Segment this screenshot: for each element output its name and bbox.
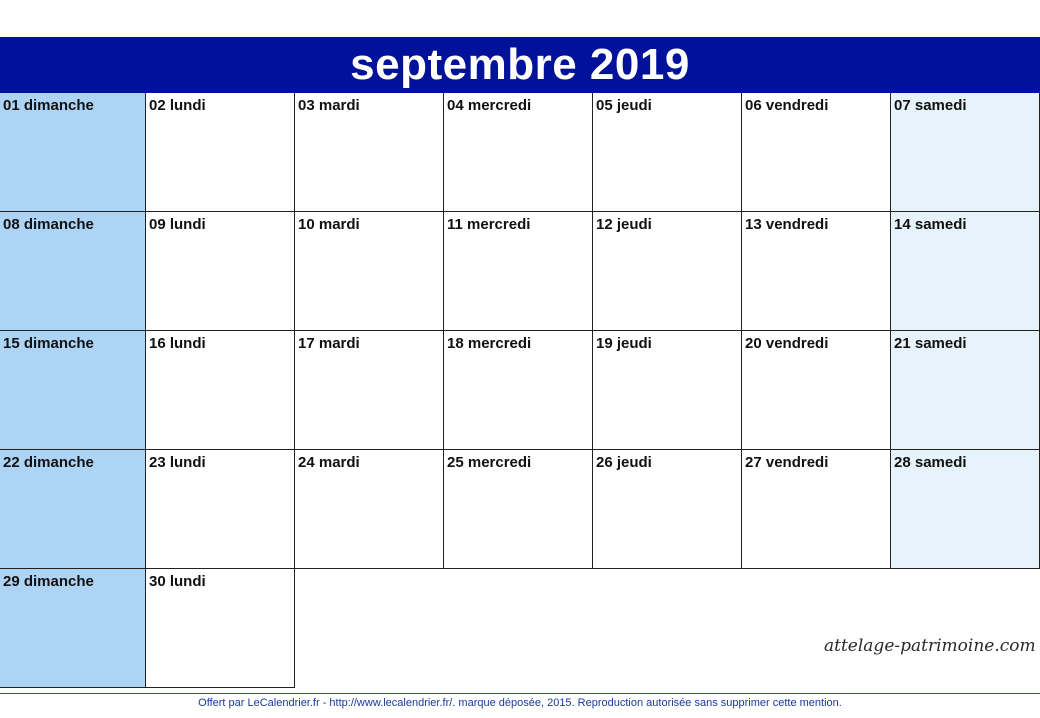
calendar-grid [0,93,1040,689]
day-label: 04 mercredi [447,97,532,114]
day-label: 06 vendredi [745,97,829,114]
day-cell [146,450,295,569]
day-cell [146,212,295,331]
day-label: 01 dimanche [3,97,94,114]
day-label: 16 lundi [149,335,206,352]
day-label: 15 dimanche [3,335,94,352]
day-label: 14 samedi [894,216,967,233]
footer-divider [0,693,1040,694]
day-label: 09 lundi [149,216,206,233]
day-cell [0,212,146,331]
day-cell [0,450,146,569]
day-label: 21 samedi [894,335,967,352]
day-cell [444,212,593,331]
day-label: 05 jeudi [596,97,652,114]
day-cell [593,212,742,331]
day-label: 24 mardi [298,454,360,471]
day-label: 07 samedi [894,97,967,114]
month-title: septembre 2019 [0,37,1040,93]
day-cell [742,331,891,450]
day-cell [0,93,146,212]
day-label: 26 jeudi [596,454,652,471]
day-cell [295,450,444,569]
day-label: 27 vendredi [745,454,829,471]
day-label: 30 lundi [149,573,206,590]
day-cell [146,93,295,212]
day-cell [0,331,146,450]
day-cell [891,212,1040,331]
day-cell [295,93,444,212]
day-label: 03 mardi [298,97,360,114]
day-cell [593,93,742,212]
day-label: 25 mercredi [447,454,532,471]
day-cell [891,331,1040,450]
day-label: 18 mercredi [447,335,532,352]
day-cell [742,450,891,569]
day-label: 19 jeudi [596,335,652,352]
day-label: 29 dimanche [3,573,94,590]
day-cell [444,93,593,212]
footer-credit: Offert par LeCalendrier.fr - http://www.lecalendrier.fr/. marque déposée, 2015. Reproduction autorisée sans supprimer cette mention. [198,697,842,709]
day-cell [295,331,444,450]
day-cell [742,212,891,331]
day-label: 20 vendredi [745,335,829,352]
day-label: 17 mardi [298,335,360,352]
day-label: 28 samedi [894,454,967,471]
day-label: 11 mercredi [447,216,531,233]
day-cell [146,569,295,688]
day-label: 23 lundi [149,454,206,471]
day-cell [891,450,1040,569]
day-cell [444,450,593,569]
day-label: 13 vendredi [745,216,829,233]
day-cell [444,331,593,450]
day-cell [891,93,1040,212]
day-cell [593,450,742,569]
day-label: 12 jeudi [596,216,652,233]
day-cell [295,212,444,331]
day-label: 10 mardi [298,216,360,233]
day-label: 08 dimanche [3,216,94,233]
day-label: 02 lundi [149,97,206,114]
day-cell [146,331,295,450]
watermark-text: attelage-patrimoine.com [824,636,1036,656]
day-label: 22 dimanche [3,454,94,471]
day-cell [593,331,742,450]
day-cell [0,569,146,688]
day-cell [742,93,891,212]
